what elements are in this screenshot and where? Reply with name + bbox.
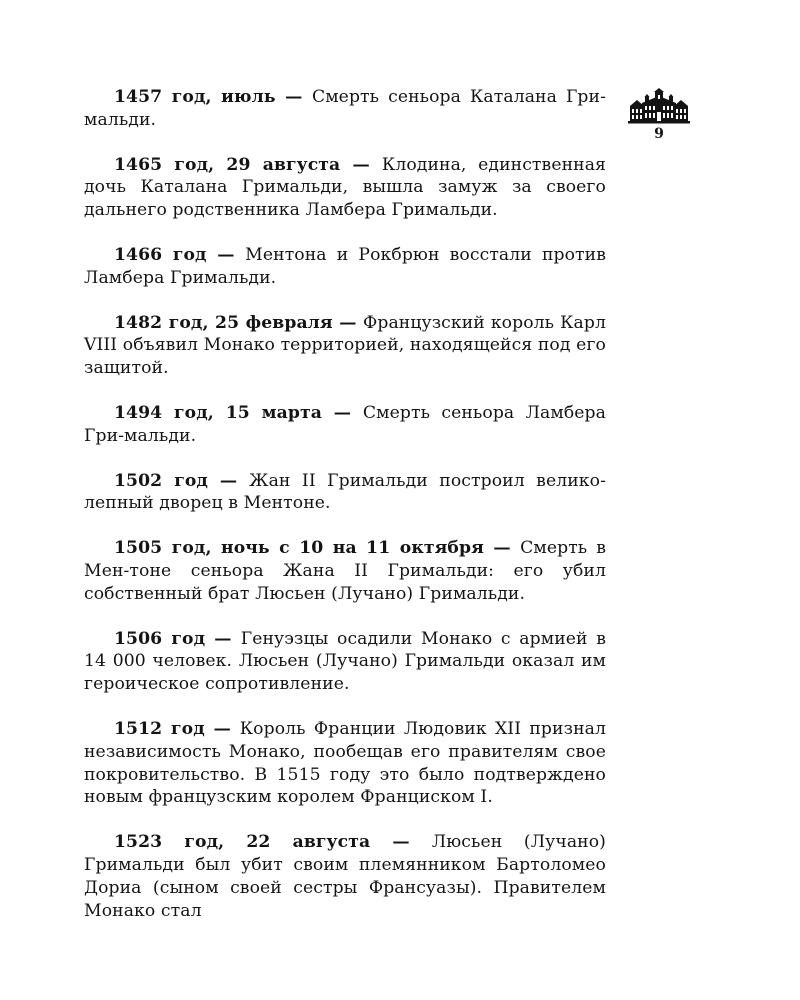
chronology-entry xyxy=(84,470,606,516)
entry-text: Французский король Карл VIII объявил Монако территорией, находящейся под его защитой. xyxy=(84,312,606,379)
entry-text: Ментона и Рокбрюн восстали против Ламбера Гримальди. xyxy=(84,244,607,288)
chronology-entry xyxy=(84,628,606,696)
entry-date: 1523 год, 22 августа xyxy=(114,832,371,853)
entry-date: 1506 год xyxy=(114,628,206,649)
entry-date: 1466 год xyxy=(114,244,207,265)
chronology-text xyxy=(84,86,606,944)
entry-date: 1512 год xyxy=(114,718,205,739)
entry-dash: — xyxy=(370,832,432,853)
chronology-entry xyxy=(84,537,606,605)
chronology-entry xyxy=(84,154,606,222)
entry-date: 1457 год, июль xyxy=(114,87,276,107)
entry-text: Люсьен (Лучано) Гримальди был убит своим племянником Бартоломео Дориа (сыном своей сестры Франсуазы). Правителем Монако стал xyxy=(84,832,606,921)
entry-date: 1494 год, 15 марта xyxy=(114,402,322,423)
entry-date: 1502 год xyxy=(114,470,208,491)
chronology-entry xyxy=(84,402,606,448)
entry-text: Смерть сеньора Каталана Гри-мальди. xyxy=(84,87,606,130)
entry-dash: — xyxy=(275,87,312,107)
entry-text: Генуэзцы осадили Монако с армией в 14 000 человек. Люсьен (Лучано) Гримальди оказал им героическое сопротивление. xyxy=(84,628,606,695)
entry-dash: — xyxy=(206,244,246,265)
entry-dash: — xyxy=(322,402,363,423)
entry-text: Король Франции Людовик XII признал независимость Монако, пообещав его правителям свое покровительство. В 1515 году это было подтверждено новым французским королем Франциском I. xyxy=(84,718,606,808)
entry-date: 1482 год, 25 февраля xyxy=(114,312,333,333)
entry-text: Смерть сеньора Ламбера Гри-мальди. xyxy=(84,402,606,446)
entry-dash: — xyxy=(340,154,382,175)
entry-text: Жан II Гримальди построил велико-лепный дворец в Ментоне. xyxy=(84,470,606,514)
chronology-entry xyxy=(84,86,606,132)
entry-text: Клодина, единственная дочь Каталана Гримальди, вышла замуж за своего дальнего родственника Ламбера Гримальди. xyxy=(84,154,606,221)
entry-date: 1465 год, 29 августа xyxy=(114,154,341,175)
page-number: 9 xyxy=(654,126,664,142)
entry-dash: — xyxy=(483,538,521,559)
entry-dash: — xyxy=(204,718,240,739)
entry-text: Смерть в Мен-тоне сеньора Жана II Гримальди: его убил собственный брат Люсьен (Лучано) Гримальди. xyxy=(84,538,606,604)
chronology-entry xyxy=(84,831,606,922)
entry-date: 1505 год, ночь с 10 на 11 октября xyxy=(114,538,484,559)
chronology-entry xyxy=(84,244,606,290)
entry-dash: — xyxy=(205,628,241,649)
entry-dash: — xyxy=(207,470,250,491)
chronology-entry xyxy=(84,718,606,809)
entry-dash: — xyxy=(332,312,363,333)
chronology-entry xyxy=(84,312,606,380)
